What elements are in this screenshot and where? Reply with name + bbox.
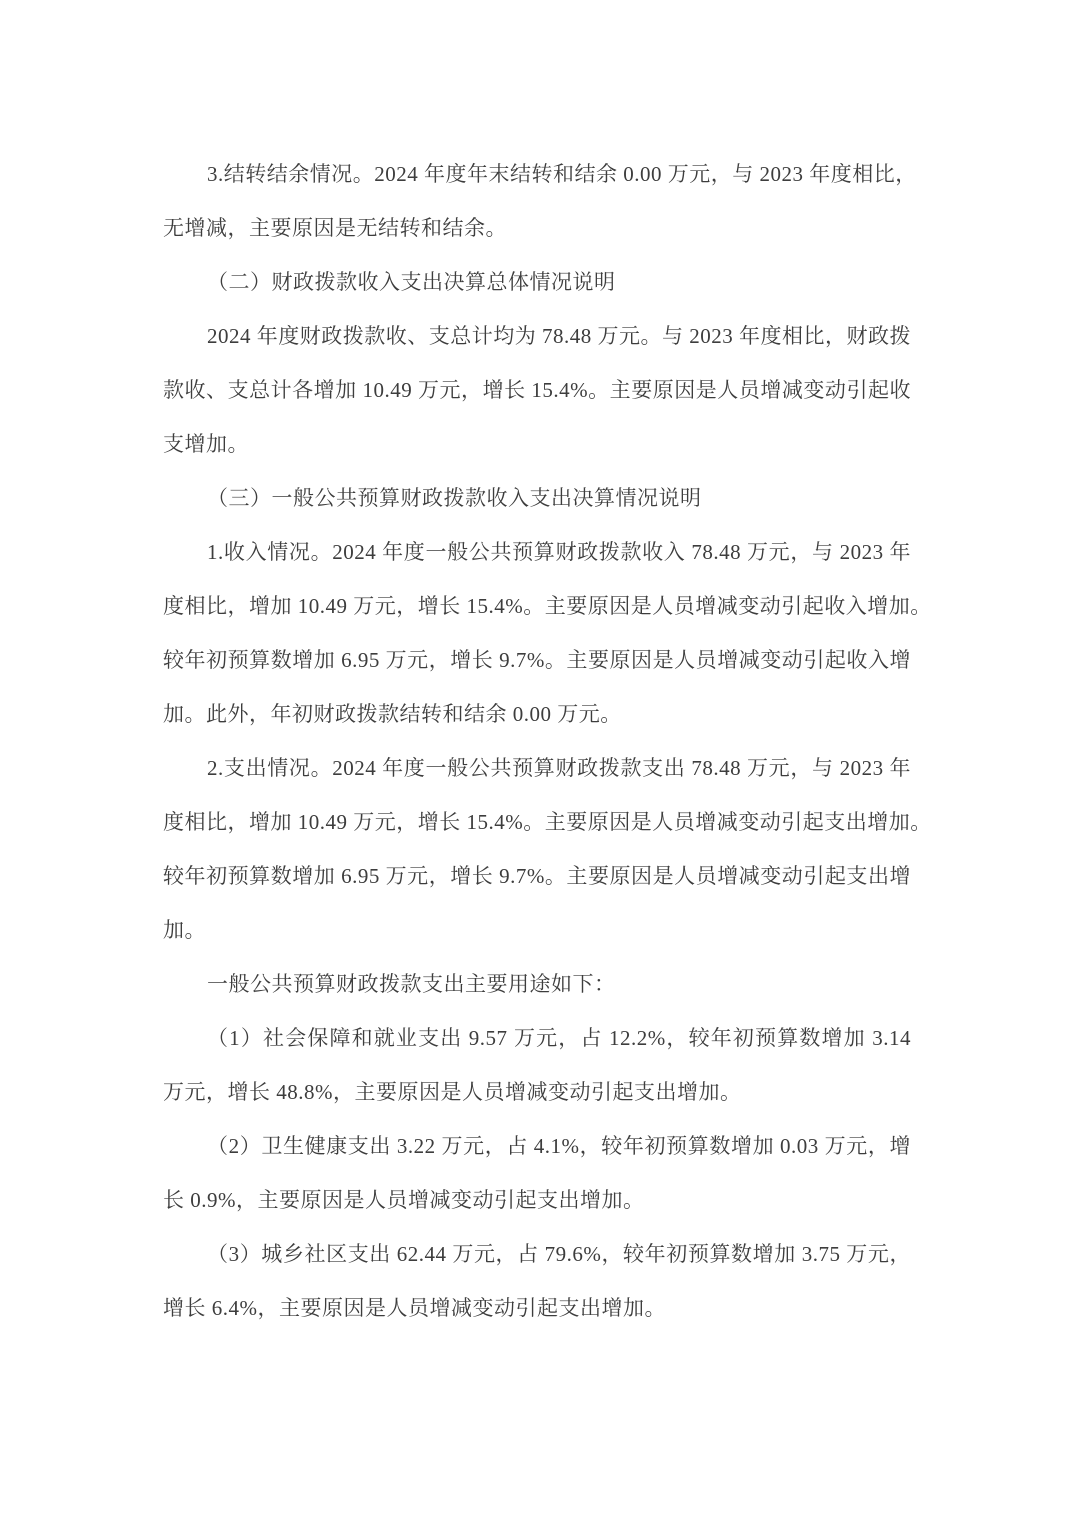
text-line: （3）城乡社区支出 62.44 万元，占 79.6%，较年初预算数增加 3.75 万元， [207, 1242, 911, 1266]
paragraph-section-2-heading [163, 255, 911, 309]
text-line: 加。此外，年初财政拨款结转和结余 0.00 万元。 [163, 702, 622, 726]
text-line: （1）社会保障和就业支出 9.57 万元，占 12.2%，较年初预算数增加 3.14 [207, 1026, 911, 1050]
text-line: 2.支出情况。2024 年度一般公共预算财政拨款支出 78.48 万元，与 2023 年 [207, 756, 911, 780]
text-line: 增长 6.4%，主要原因是人员增减变动引起支出增加。 [163, 1296, 666, 1320]
text-line: 万元，增长 48.8%，主要原因是人员增减变动引起支出增加。 [163, 1080, 742, 1104]
text-line: 3.结转结余情况。2024 年度年末结转和结余 0.00 万元，与 2023 年度相比， [207, 162, 917, 186]
text-line: （2）卫生健康支出 3.22 万元，占 4.1%，较年初预算数增加 0.03 万元，增 [207, 1134, 911, 1158]
paragraph-item-3-community [163, 1227, 911, 1335]
paragraph-fiscal-total [163, 309, 911, 471]
paragraph-income-situation [163, 525, 932, 741]
paragraph-item-2-health [163, 1119, 911, 1227]
text-line: 无增减，主要原因是无结转和结余。 [163, 216, 507, 240]
paragraph-expenditure-situation [163, 741, 932, 957]
text-line: 一般公共预算财政拨款支出主要用途如下： [207, 972, 616, 996]
paragraph-item-1-social-security [163, 1011, 911, 1119]
text-line: 较年初预算数增加 6.95 万元，增长 9.7%。主要原因是人员增减变动引起收入增 [163, 648, 911, 672]
text-line: 支增加。 [163, 432, 249, 456]
text-line: 度相比，增加 10.49 万元，增长 15.4%。主要原因是人员增减变动引起支出增加。 [163, 810, 932, 834]
heading-line: （三）一般公共预算财政拨款收入支出决算情况说明 [207, 486, 702, 510]
text-line: 较年初预算数增加 6.95 万元，增长 9.7%。主要原因是人员增减变动引起支出增 [163, 864, 911, 888]
paragraph-usage-intro [163, 957, 911, 1011]
text-line: 2024 年度财政拨款收、支总计均为 78.48 万元。与 2023 年度相比，财政拨 [207, 324, 911, 348]
heading-line: （二）财政拨款收入支出决算总体情况说明 [207, 270, 616, 294]
document-body [163, 147, 932, 1335]
text-line: 1.收入情况。2024 年度一般公共预算财政拨款收入 78.48 万元，与 2023 年 [207, 540, 911, 564]
paragraph-section-3-heading [163, 471, 911, 525]
text-line: 长 0.9%，主要原因是人员增减变动引起支出增加。 [163, 1188, 645, 1212]
text-line: 加。 [163, 918, 206, 942]
text-line: 度相比，增加 10.49 万元，增长 15.4%。主要原因是人员增减变动引起收入增加。 [163, 594, 932, 618]
paragraph-carryover-balance [163, 147, 917, 255]
text-line: 款收、支总计各增加 10.49 万元，增长 15.4%。主要原因是人员增减变动引起收 [163, 378, 911, 402]
